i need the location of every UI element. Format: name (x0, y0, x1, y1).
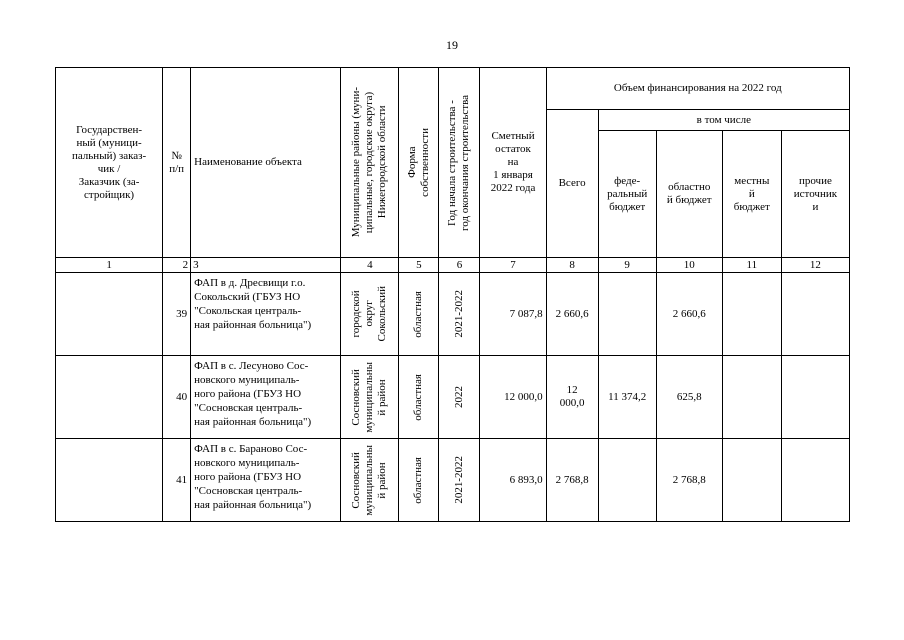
table-row (56, 439, 850, 522)
row-estimate: 12 000,0 (480, 356, 546, 439)
column-number-row (56, 258, 850, 273)
row-federal (598, 439, 656, 522)
row-local (722, 356, 781, 439)
header-ownership: Форма собственности (399, 68, 439, 258)
row-number: 40 (163, 356, 191, 439)
row-total: 2 660,6 (546, 273, 598, 356)
row-regional: 2 660,6 (656, 273, 722, 356)
table-row (56, 273, 850, 356)
col-number: 11 (722, 258, 781, 273)
row-municipality: городской округ Сокольский (341, 273, 399, 356)
col-number: 3 (191, 258, 341, 273)
row-other (781, 439, 849, 522)
row-number: 41 (163, 439, 191, 522)
header-funding: Объем финансирования на 2022 год (546, 68, 849, 110)
header-row-1 (56, 68, 850, 110)
col-number: 6 (439, 258, 480, 273)
header-local: местны й бюджет (722, 131, 781, 258)
row-municipality: Сосновский муниципальны й район (341, 356, 399, 439)
header-total: Всего (546, 110, 598, 258)
header-customer: Государствен- ный (муници- пальный) заказ- чик / Заказчик (за- стройщик) (56, 68, 163, 258)
header-other: прочие источник и (781, 131, 849, 258)
row-total: 2 768,8 (546, 439, 598, 522)
row-federal (598, 273, 656, 356)
row-ownership: областная (399, 356, 439, 439)
col-number: 12 (781, 258, 849, 273)
col-number: 8 (546, 258, 598, 273)
header-federal: феде- ральный бюджет (598, 131, 656, 258)
row-years: 2022 (439, 356, 480, 439)
header-object-name: Наименование объекта (191, 68, 341, 258)
header-regional: областно й бюджет (656, 131, 722, 258)
col-number: 5 (399, 258, 439, 273)
row-object-name: ФАП в д. Дресвищи г.о. Сокольский (ГБУЗ НО "Сокольская централь- ная районная больница") (191, 273, 341, 356)
col-number: 2 (163, 258, 191, 273)
row-object-name: ФАП в с. Лесуново Сос- новского муниципаль- ного района (ГБУЗ НО "Сосновская централь- ная районная больница") (191, 356, 341, 439)
col-number: 10 (656, 258, 722, 273)
row-ownership: областная (399, 439, 439, 522)
row-object-name: ФАП в с. Бараново Сос- новского муниципаль- ного района (ГБУЗ НО "Сосновская централь- ная районная больница") (191, 439, 341, 522)
row-municipality: Сосновский муниципальны й район (341, 439, 399, 522)
header-num: № п/п (163, 68, 191, 258)
row-number: 39 (163, 273, 191, 356)
row-customer (56, 439, 163, 522)
row-local (722, 439, 781, 522)
row-years: 2021-2022 (439, 273, 480, 356)
row-regional: 2 768,8 (656, 439, 722, 522)
table-row (56, 356, 850, 439)
page-number: 19 (446, 38, 458, 52)
col-number: 4 (341, 258, 399, 273)
row-federal: 11 374,2 (598, 356, 656, 439)
row-other (781, 356, 849, 439)
funding-table (55, 67, 850, 522)
header-estimate: Сметный остаток на 1 января 2022 года (480, 68, 546, 258)
header-including: в том числе (598, 110, 849, 131)
col-number: 9 (598, 258, 656, 273)
row-customer (56, 356, 163, 439)
row-regional: 625,8 (656, 356, 722, 439)
row-customer (56, 273, 163, 356)
header-municipality: Муниципальные районы (муни- ципальные, городские округа) Нижегородской области (341, 68, 399, 258)
col-number: 7 (480, 258, 546, 273)
row-total: 12 000,0 (546, 356, 598, 439)
row-estimate: 7 087,8 (480, 273, 546, 356)
row-local (722, 273, 781, 356)
header-years: Год начала строительства - год окончания строительства (439, 68, 480, 258)
row-estimate: 6 893,0 (480, 439, 546, 522)
row-years: 2021-2022 (439, 439, 480, 522)
col-number: 1 (56, 258, 163, 273)
row-other (781, 273, 849, 356)
row-ownership: областная (399, 273, 439, 356)
